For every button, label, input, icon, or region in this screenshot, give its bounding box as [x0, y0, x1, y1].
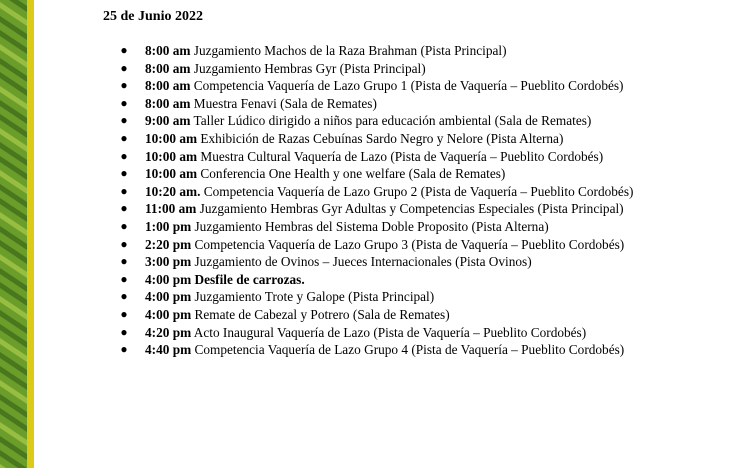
- schedule-description: Competencia Vaquería de Lazo Grupo 3 (Pista de Vaquería – Pueblito Cordobés): [194, 236, 625, 252]
- schedule-time: 8:00 am: [145, 60, 191, 76]
- schedule-time: 11:00 am: [145, 201, 197, 217]
- schedule-description: Acto Inaugural Vaquería de Lazo (Pista de Vaquería – Pueblito Cordobés): [193, 324, 587, 340]
- schedule-time: 10:00 am: [145, 148, 198, 164]
- bullet-icon: ●: [120, 130, 128, 145]
- bullet-icon: ●: [120, 289, 128, 304]
- schedule-description: Juzgamiento Trote y Galope (Pista Principal): [194, 289, 435, 305]
- bullet-icon: ●: [120, 43, 128, 57]
- schedule-item: [120, 95, 665, 113]
- schedule-description: Juzgamiento Hembras del Sistema Doble Proposito (Pista Alterna): [194, 218, 549, 234]
- bullet-icon: ●: [120, 324, 128, 339]
- schedule-description: Juzgamiento Hembras Gyr (Pista Principal): [193, 60, 426, 76]
- schedule-description: Muestra Cultural Vaquería de Lazo (Pista de Vaquería – Pueblito Cordobés): [200, 148, 604, 164]
- side-band-pattern: [0, 0, 34, 468]
- schedule-item: [120, 218, 665, 236]
- schedule-item: [120, 165, 665, 183]
- bullet-icon: ●: [120, 78, 128, 93]
- schedule-time: 2:20 pm: [145, 236, 192, 252]
- schedule-description: Remate de Cabezal y Potrero (Sala de Remates): [194, 306, 450, 322]
- schedule-time: 10:20 am.: [145, 183, 201, 199]
- bullet-icon: ●: [120, 148, 128, 163]
- schedule-description: Taller Lúdico dirigido a niños para educación ambiental (Sala de Remates): [193, 113, 592, 129]
- schedule-description: Exhibición de Razas Cebuínas Sardo Negro y Nelore (Pista Alterna): [200, 130, 564, 146]
- schedule-description: Muestra Fenavi (Sala de Remates): [193, 95, 377, 111]
- schedule-item: [120, 253, 665, 271]
- schedule-item: [120, 288, 665, 306]
- schedule-item: [120, 306, 665, 324]
- schedule-time: 9:00 am: [145, 113, 191, 129]
- schedule-time: 8:00 am: [145, 95, 191, 111]
- schedule-item: [120, 236, 665, 254]
- schedule-description: Juzgamiento Hembras Gyr Adultas y Competencias Especiales (Pista Principal): [199, 201, 624, 217]
- decorative-side-band: [0, 0, 34, 468]
- schedule-item: [120, 200, 665, 218]
- schedule-time: 4:00 pm: [145, 306, 192, 322]
- schedule-item: [120, 324, 665, 342]
- schedule-time: 4:20 pm: [145, 324, 192, 340]
- schedule-description: Conferencia One Health y one welfare (Sala de Remates): [200, 166, 506, 182]
- schedule-item: [120, 130, 665, 148]
- schedule-list: [120, 42, 665, 359]
- bullet-icon: ●: [120, 271, 128, 286]
- bullet-icon: ●: [120, 254, 128, 269]
- schedule-item: [120, 183, 665, 201]
- schedule-time: 10:00 am: [145, 130, 198, 146]
- date-heading: 25 de Junio 2022: [103, 9, 203, 24]
- schedule-time: 4:00 pm: [145, 289, 192, 305]
- schedule-item: [120, 77, 665, 95]
- schedule-item: [120, 148, 665, 166]
- schedule-time: 3:00 pm: [145, 254, 192, 270]
- schedule-description: Juzgamiento Machos de la Raza Brahman (Pista Principal): [193, 43, 507, 58]
- bullet-icon: ●: [120, 95, 128, 110]
- schedule-time: 8:00 am: [145, 43, 191, 58]
- bullet-icon: ●: [120, 166, 128, 181]
- bullet-icon: ●: [120, 236, 128, 251]
- bullet-icon: ●: [120, 60, 128, 75]
- schedule-description: Desfile de carrozas.: [194, 271, 305, 287]
- schedule-item: [120, 60, 665, 78]
- schedule-item: [120, 112, 665, 130]
- schedule-description: Juzgamiento de Ovinos – Jueces Internacionales (Pista Ovinos): [194, 254, 532, 270]
- schedule-time: 4:00 pm: [145, 271, 192, 287]
- bullet-icon: ●: [120, 113, 128, 128]
- schedule-description: Competencia Vaquería de Lazo Grupo 4 (Pista de Vaquería – Pueblito Cordobés): [194, 342, 625, 358]
- schedule-description: Competencia Vaquería de Lazo Grupo 2 (Pista de Vaquería – Pueblito Cordobés): [203, 183, 634, 199]
- schedule-description: Competencia Vaquería de Lazo Grupo 1 (Pista de Vaquería – Pueblito Cordobés): [193, 78, 624, 94]
- bullet-icon: ●: [120, 306, 128, 321]
- schedule-item: [120, 42, 665, 60]
- schedule-time: 8:00 am: [145, 78, 191, 94]
- schedule-time: 1:00 pm: [145, 218, 192, 234]
- bullet-icon: ●: [120, 218, 128, 233]
- bullet-icon: ●: [120, 342, 128, 357]
- schedule-item: [120, 341, 665, 359]
- bullet-icon: ●: [120, 201, 128, 216]
- schedule-time: 4:40 pm: [145, 342, 192, 358]
- bullet-icon: ●: [120, 183, 128, 198]
- schedule-time: 10:00 am: [145, 166, 198, 182]
- schedule-item: [120, 271, 665, 289]
